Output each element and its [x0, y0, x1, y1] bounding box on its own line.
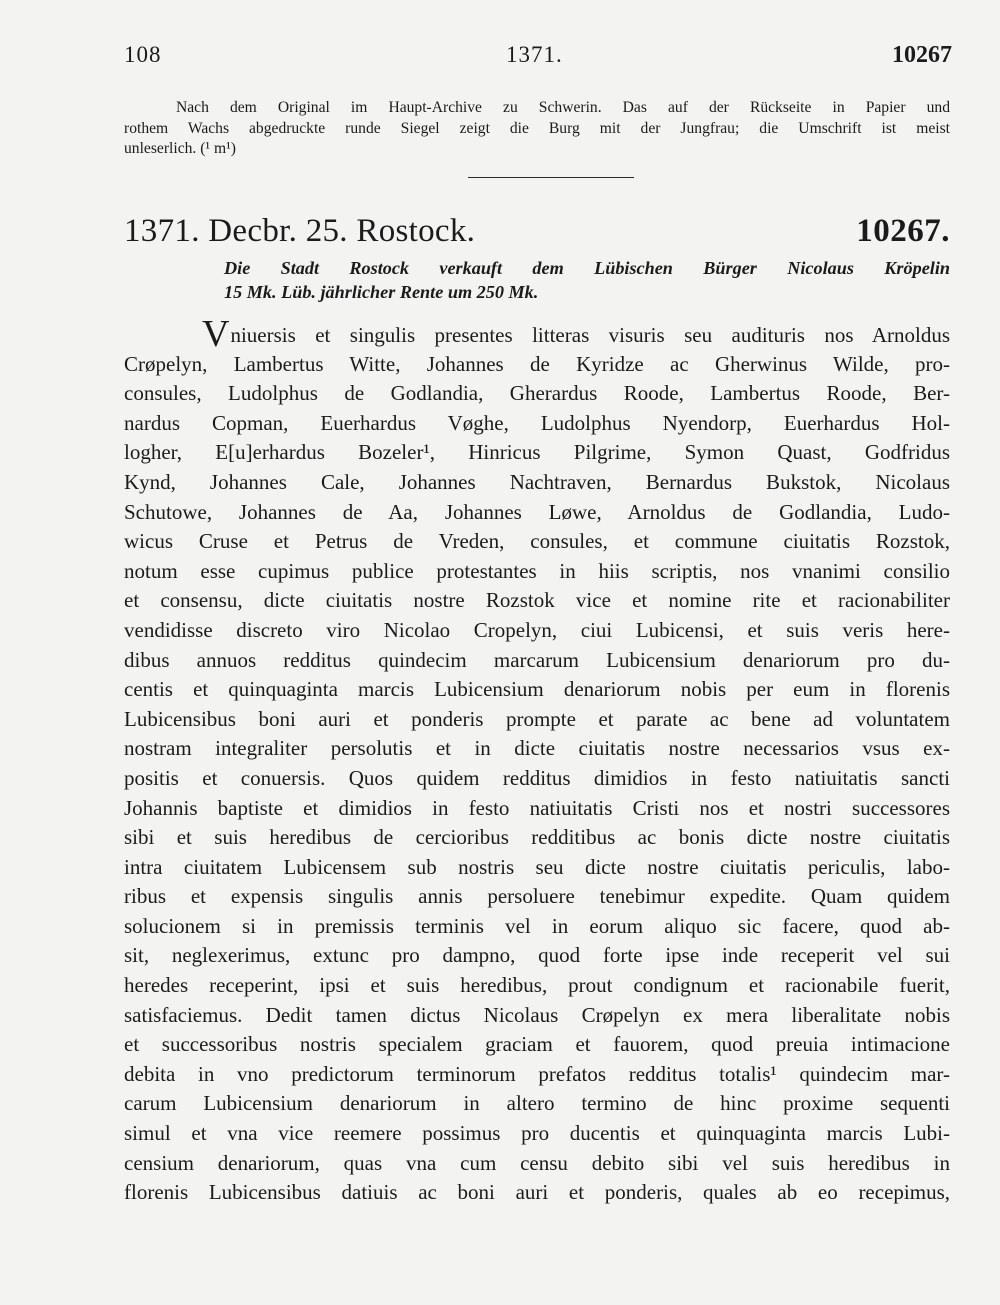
section-divider — [468, 177, 634, 178]
charter-text-line: satisfaciemus. Dedit tamen dictus Nicolaus Crøpelyn ex mera liberalitate nobis — [124, 1002, 950, 1027]
charter-text-line: simul et vna vice reemere possimus pro ducentis et quinquaginta marcis Lubi- — [124, 1121, 950, 1146]
running-year: 1371. — [506, 42, 563, 67]
source-note — [124, 98, 950, 160]
charter-text-line: Schutowe, Johannes de Aa, Johannes Løwe, Arnoldus de Godlandia, Ludo- — [124, 499, 950, 524]
charter-text-line: wicus Cruse et Petrus de Vreden, consules, et commune ciuitatis Rozstok, — [124, 529, 950, 554]
charter-text-line: sit, neglexerimus, extunc pro dampno, quod forte ipse inde receperit vel sui — [124, 943, 950, 968]
charter-text-line: nardus Copman, Euerhardus Vøghe, Ludolphus Nyendorp, Euerhardus Hol- — [124, 410, 950, 435]
first-line-text: niuersis et singulis presentes litteras visuris seu audituris nos Arnoldus — [230, 323, 950, 347]
charter-text-line: logher, E[u]erhardus Bozeler¹, Hinricus Pilgrime, Symon Quast, Godfridus — [124, 440, 950, 465]
source-note-line: unleserlich. (¹ m¹) — [124, 140, 236, 157]
charter-text-line: vendidisse discreto viro Nicolao Cropelyn, ciui Lubicensi, et suis veris here- — [124, 617, 950, 642]
charter-text-line: Lubicensibus boni auri et ponderis prompte et parate ac bene ad voluntatem — [124, 706, 950, 731]
charter-text-line: Crøpelyn, Lambertus Witte, Johannes de Kyridze ac Gherwinus Wilde, pro- — [124, 351, 950, 376]
charter-text-line: Johannis baptiste et dimidios in festo natiuitatis Cristi nos et nostri successores — [124, 795, 950, 820]
initial-letter: V — [202, 313, 230, 355]
charter-text-line: centis et quinquaginta marcis Lubicensium denariorum nobis per eum in florenis — [124, 677, 950, 702]
charter-text-line: et successoribus nostris specialem graciam et fauorem, quod preuia intimacione — [124, 1032, 950, 1057]
charter-text-line: consules, Ludolphus de Godlandia, Gherardus Roode, Lambertus Roode, Ber- — [124, 381, 950, 406]
charter-text-line: Kynd, Johannes Cale, Johannes Nachtraven, Bernardus Bukstok, Nicolaus — [124, 469, 950, 494]
regest-line: 15 Mk. Lüb. jährlicher Rente um 250 Mk. — [224, 282, 539, 302]
charter-text — [124, 313, 950, 1208]
charter-text-line: heredes receperint, ipsi et suis heredibus, prout condignum et racionabile fuerit, — [124, 973, 950, 998]
charter-heading — [124, 213, 950, 257]
running-head — [124, 42, 952, 76]
charter-text-line: ribus et expensis singulis annis persoluere tenebimur expedite. Quam quidem — [124, 884, 950, 909]
charter-regest — [124, 256, 950, 304]
source-note-line: rothem Wachs abgedruckte runde Siegel zeigt die Burg mit der Jungfrau; die Umschrift ist meist — [124, 119, 950, 137]
charter-text-line: dibus annuos redditus quindecim marcarum Lubicensium denariorum pro du- — [124, 647, 950, 672]
charter-text-line: florenis Lubicensibus datiuis ac boni auri et ponderis, quales ab eo recepimus, — [124, 1180, 950, 1205]
charter-text-line: carum Lubicensium denariorum in altero termino de hinc proxime sequenti — [124, 1091, 950, 1116]
source-note-line: Nach dem Original im Haupt-Archive zu Schwerin. Das auf der Rückseite in Papier und — [176, 99, 950, 116]
charter-text-line: nostram integraliter persolutis et in dicte ciuitatis nostre necessarios vsus ex- — [124, 736, 950, 761]
charter-text-line: intra ciuitatem Lubicensem sub nostris seu dicte nostre ciuitatis periculis, labo- — [124, 854, 950, 879]
charter-text-line: solucionem si in premissis terminis vel in eorum aliquo sic facere, quod ab- — [124, 913, 950, 938]
charter-text-line: positis et conuersis. Quos quidem redditus dimidios in festo natiuitatis sancti — [124, 765, 950, 790]
charter-text-line: debita in vno predictorum terminorum prefatos redditus totalis¹ quindecim mar- — [124, 1061, 950, 1086]
charter-text-line — [124, 313, 950, 355]
running-document-number: 10267 — [892, 42, 952, 68]
page-number: 108 — [124, 42, 162, 67]
charter-text-line: sibi et suis heredibus de cercioribus redditibus ac bonis dicte nostre ciuitatis — [124, 825, 950, 850]
charter-text-line: censium denariorum, quas vna cum censu debito sibi vel suis heredibus in — [124, 1150, 950, 1175]
charter-text-line: notum esse cupimus publice protestantes in hiis scriptis, nos vnanimi consilio — [124, 558, 950, 583]
regest-line: Die Stadt Rostock verkauft dem Lübischen Bürger Nicolaus Kröpelin — [224, 258, 950, 278]
charter-number: 10267. — [856, 213, 950, 249]
charter-text-line: et consensu, dicte ciuitatis nostre Rozstok vice et nomine rite et racionabiliter — [124, 588, 950, 613]
charter-date-place: 1371. Decbr. 25. Rostock. — [124, 213, 476, 249]
